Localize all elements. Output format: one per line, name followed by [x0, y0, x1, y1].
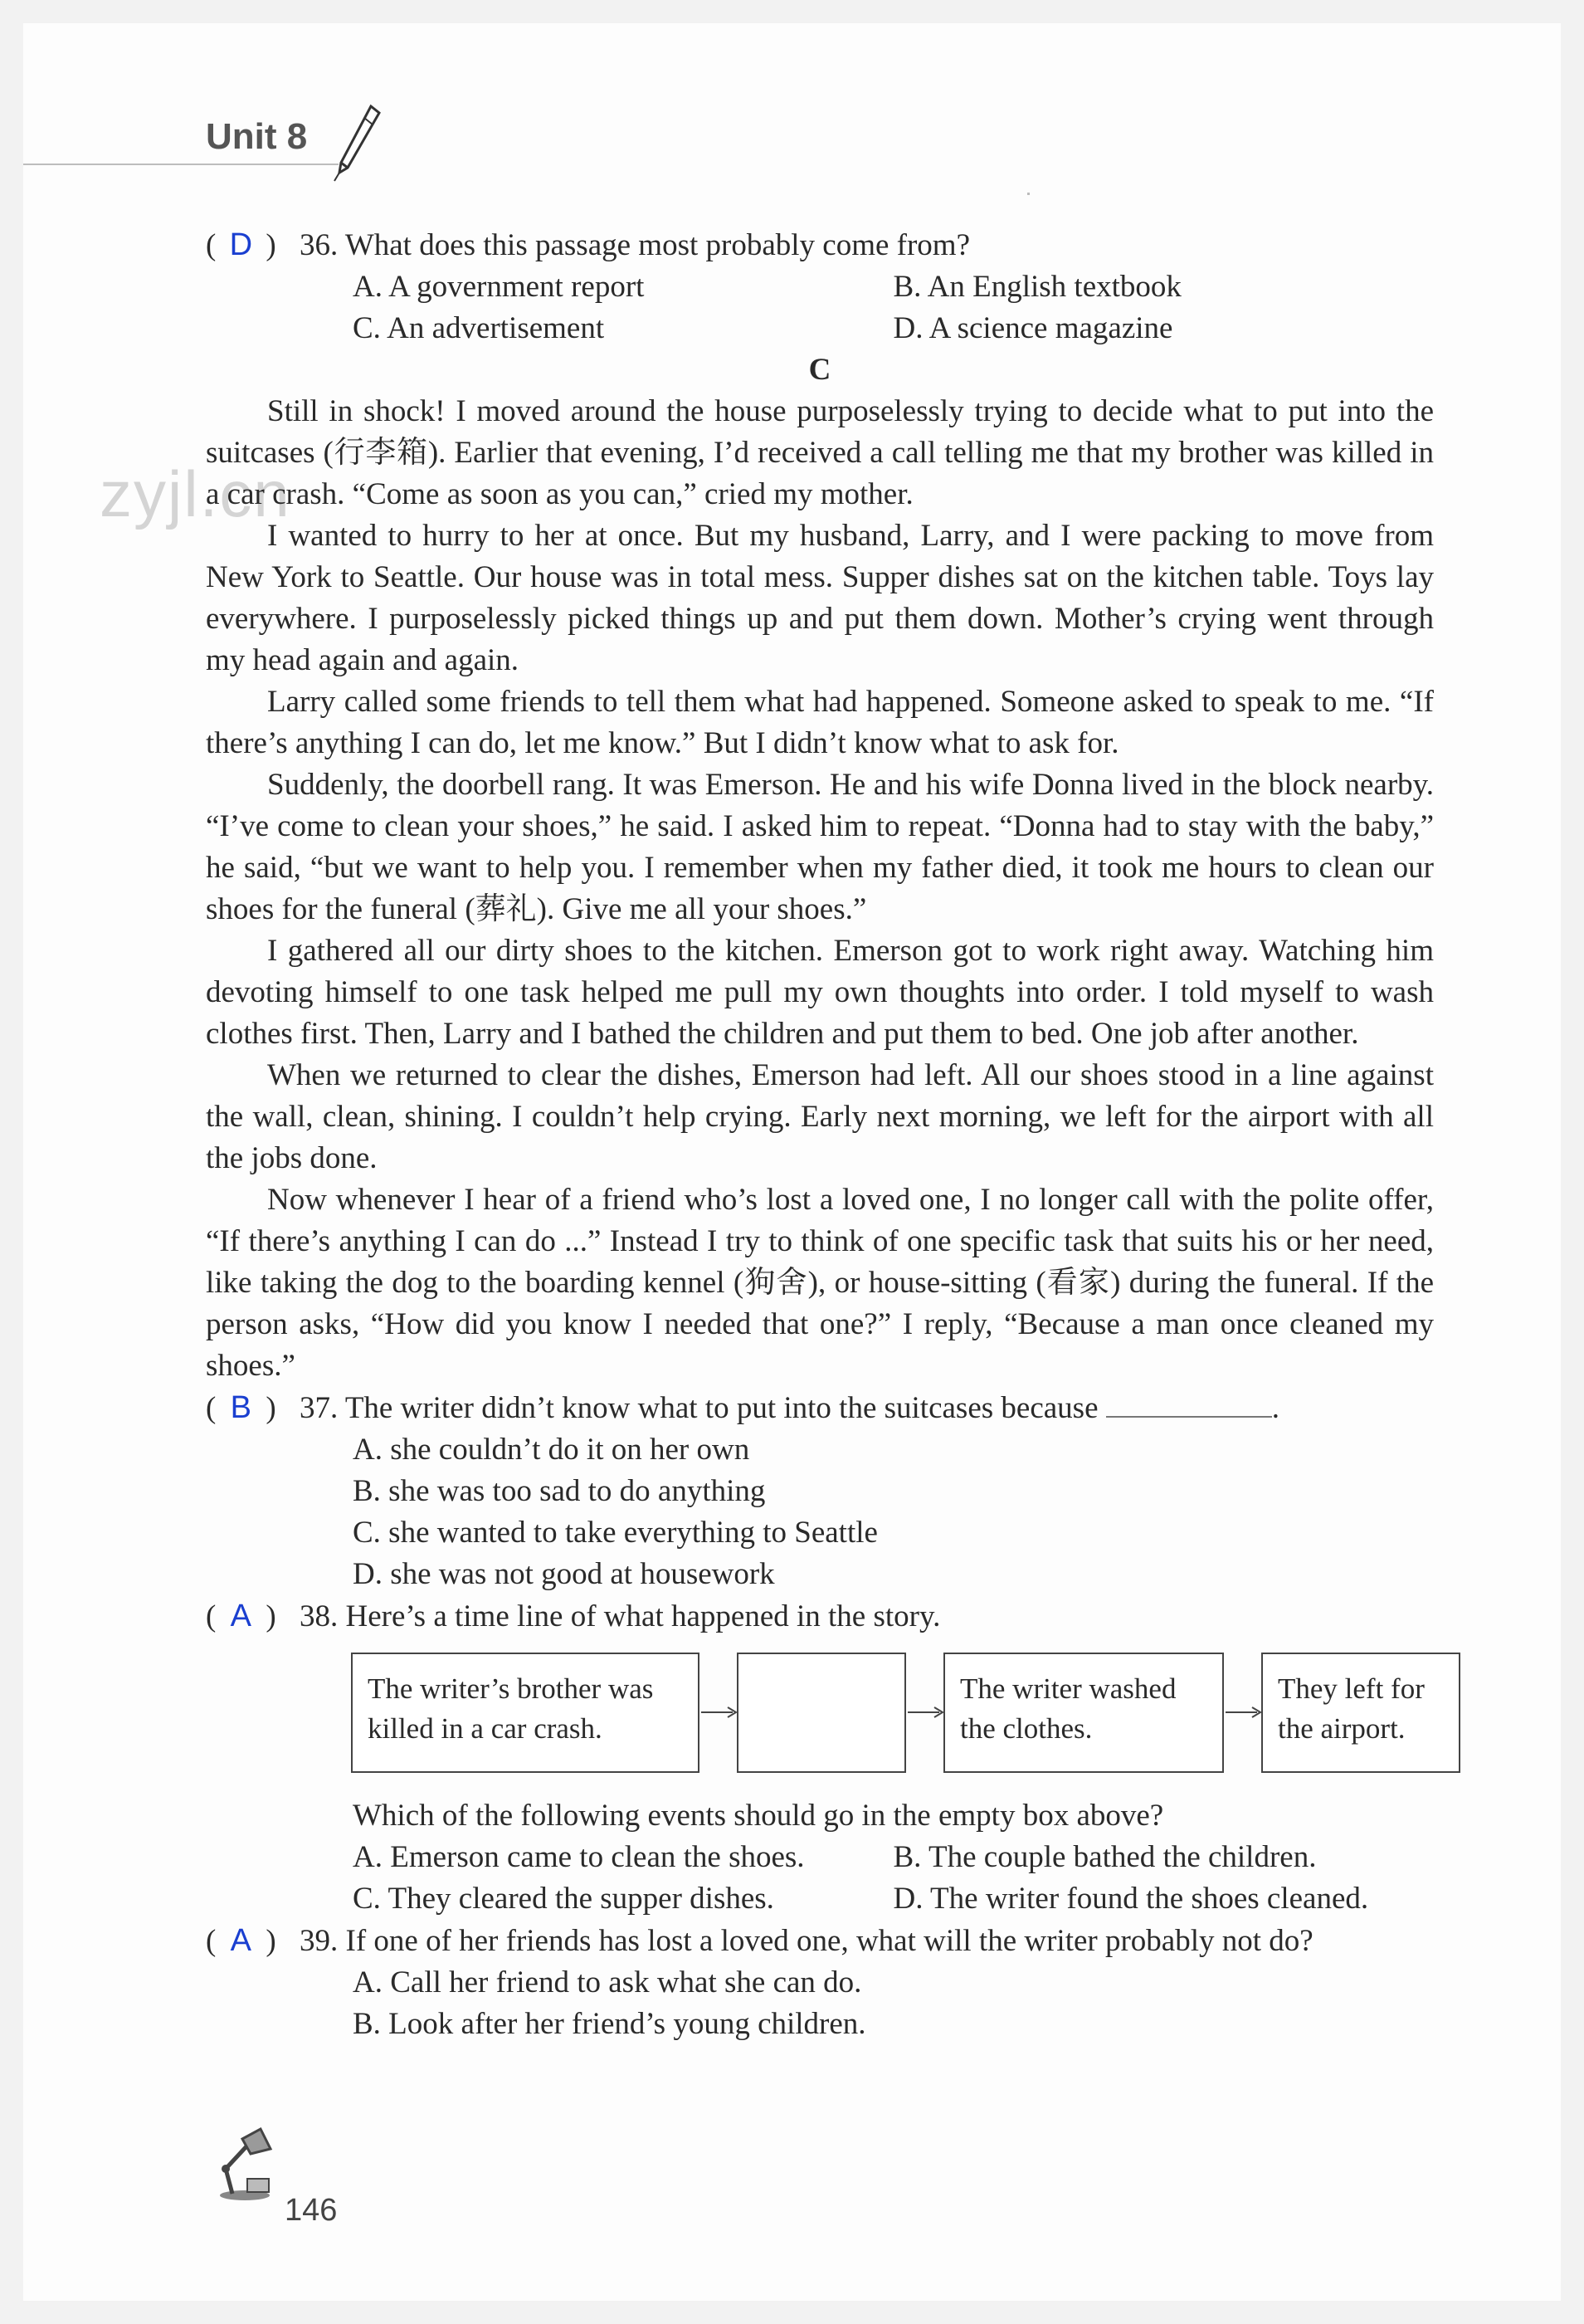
sub-question: Which of the following events should go in the empty box above? — [353, 1799, 1164, 1833]
option-b: B. The couple bathed the children. — [893, 1840, 1317, 1874]
paragraph: Suddenly, the doorbell rang. It was Emerson. He and his wife Donna lived in the block nearby. “I’ve come to clean your shoes,” he said. I asked him to repeat. “Donna had to stay with the baby,” he said, “but we want to help you. I remember when my father died, it took me hours to clean our shoes for the funeral (葬礼). Give me all your shoes.” — [206, 768, 1434, 926]
options-39 — [206, 1962, 1434, 2045]
page-number: 146 — [285, 2193, 338, 2228]
timeline-box-1: The writer’s brother was killed in a car crash. — [351, 1653, 699, 1773]
arrow-right-icon — [1224, 1702, 1262, 1722]
desk-lamp-icon — [207, 2121, 282, 2204]
arrow-right-icon — [699, 1702, 738, 1722]
section-letter: C — [808, 353, 831, 387]
timeline-box-empty — [737, 1653, 906, 1773]
paragraph: I wanted to hurry to her at once. But my husband, Larry, and I were packing to move from New York to Seattle. Our house was in total mess. Supper dishes sat on the kitchen table. Toys lay everywhere. I purposelessly picked things up and put them down. Mother’s crying went through my head again and again. — [206, 519, 1434, 677]
header-rule — [23, 164, 339, 165]
option-b: B. she was too sad to do anything — [353, 1474, 766, 1508]
option-c: C. An advertisement — [353, 311, 605, 345]
question-stem: 37. The writer didn’t know what to put into the suitcases because — [300, 1391, 1099, 1425]
option-a: A. Emerson came to clean the shoes. — [353, 1840, 805, 1874]
paragraph: When we returned to clear the dishes, Emerson had left. All our shoes stood in a line against the wall, clean, shining. I couldn’t help crying. Early next morning, we left for the airport with all the jobs done. — [206, 1058, 1434, 1175]
option-c: C. she wanted to take everything to Seattle — [353, 1516, 878, 1550]
question-stem: 39. If one of her friends has lost a loved one, what will the writer probably not do? — [300, 1924, 1314, 1958]
paragraph: I gathered all our dirty shoes to the kitchen. Emerson got to work right away. Watching him devoting himself to one task helped me pull my own thoughts into order. I told myself to wash clothes first. Then, Larry and I bathed the children and put them to bed. One job after another. — [206, 934, 1434, 1051]
option-c: C. They cleared the supper dishes. — [353, 1882, 774, 1916]
options-38 — [206, 1795, 1434, 1920]
option-a: A. she couldn’t do it on her own — [353, 1433, 750, 1467]
option-b: B. Look after her friend’s young children. — [353, 2007, 866, 2041]
paragraph: Larry called some friends to tell them what had happened. Someone asked to speak to me. “If there’s anything I can do, let me know.” But I didn’t know what to ask for. — [206, 685, 1434, 760]
arrow-right-icon — [906, 1702, 944, 1722]
answer-39: A — [230, 1923, 251, 1958]
question-37: ( B ) 37. The writer didn’t know what to put into the suitcases because . — [206, 1387, 1434, 1429]
option-d: D. she was not good at housework — [353, 1557, 775, 1591]
option-d: D. A science magazine — [893, 311, 1173, 345]
timeline-box-3: The writer washed the clothes. — [943, 1653, 1224, 1773]
watermark: zyjl.cn — [100, 457, 291, 530]
option-a: A. A government report — [353, 270, 645, 304]
answer-36: D — [229, 227, 253, 262]
question-stem: 36. What does this passage most probably come from? — [300, 228, 971, 262]
content — [206, 224, 1434, 2045]
answer-38: A — [230, 1599, 251, 1633]
option-a: A. Call her friend to ask what she can do. — [353, 1965, 862, 1999]
options-37 — [206, 1429, 1434, 1595]
pen-icon — [328, 101, 386, 184]
option-b: B. An English textbook — [893, 270, 1182, 304]
scan-dot — [1027, 193, 1030, 195]
question-stem: 38. Here’s a time line of what happened in the story. — [300, 1599, 941, 1633]
option-d: D. The writer found the shoes cleaned. — [893, 1882, 1369, 1916]
answer-37: B — [230, 1390, 251, 1425]
question-38: ( A ) 38. Here’s a time line of what happened in the story. — [206, 1595, 1434, 1638]
paragraph: Still in shock! I moved around the house purposelessly trying to decide what to put into the suitcases (行李箱). Earlier that evening, I’d received a call telling me that my brother was killed in a car crash. “Come as soon as you can,” cried my mother. — [206, 394, 1434, 511]
timeline — [351, 1653, 1446, 1784]
answer-blank — [1106, 1388, 1272, 1418]
question-36: ( D ) 36. What does this passage most probably come from? — [206, 224, 1434, 266]
timeline-box-4: They left for the airport. — [1261, 1653, 1460, 1773]
options-36 — [206, 266, 1434, 349]
paragraph: Now whenever I hear of a friend who’s lost a loved one, I no longer call with the polite offer, “If there’s anything I can do ...” Instead I try to think of one specific task that suits his or her need, like taking the dog to the boarding kennel (狗舍), or house-sitting (看家) during the funeral. If the person asks, “How did you know I needed that one?” I reply, “Because a man once cleaned my shoes.” — [206, 1183, 1434, 1383]
question-39: ( A ) 39. If one of her friends has lost a loved one, what will the writer probably not do? — [206, 1920, 1434, 1962]
unit-title: Unit 8 — [206, 116, 308, 157]
